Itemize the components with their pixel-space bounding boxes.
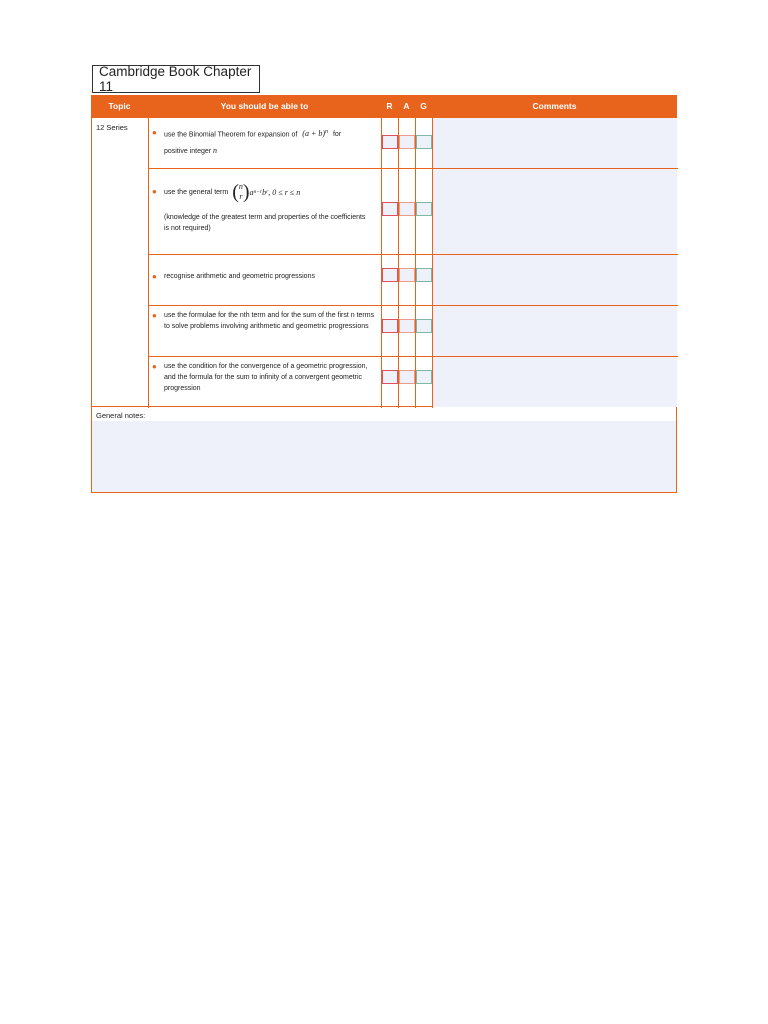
topic-label: 12 Series <box>96 123 128 132</box>
rag-amber-box[interactable] <box>399 135 415 149</box>
header-objectives: You should be able to <box>220 101 309 111</box>
bullet-icon: ● <box>152 272 157 281</box>
comment-cell-1[interactable] <box>433 118 677 168</box>
comment-cell-4[interactable] <box>433 306 677 356</box>
rag-amber-box[interactable] <box>399 319 415 333</box>
page-title: Cambridge Book Chapter 11 <box>92 65 260 93</box>
divider <box>149 305 678 306</box>
table-body <box>91 117 677 407</box>
divider <box>398 118 399 408</box>
bullet-icon: ● <box>152 187 157 196</box>
rag-amber-box[interactable] <box>399 370 415 384</box>
rag-green-box[interactable] <box>416 202 432 216</box>
bullet-icon: ● <box>152 311 157 320</box>
general-notes <box>91 407 677 493</box>
comment-cell-2[interactable] <box>433 169 677 254</box>
comment-cell-5[interactable] <box>433 357 677 407</box>
rag-green-box[interactable] <box>416 135 432 149</box>
header-comments: Comments <box>532 101 577 111</box>
bullet-icon: ● <box>152 362 157 371</box>
comment-cell-3[interactable] <box>433 255 677 305</box>
objective-4: ● use the formulae for the nth term and for the sum of the first n terms to solve problems involving arithmetic and geometric progressions <box>152 311 375 330</box>
header-topic: Topic <box>108 101 131 111</box>
table-header <box>91 95 677 117</box>
objective-1: ● use the Binomial Theorem for expansion of $(a + b)^n$ for positive integer n <box>152 128 342 156</box>
rag-green-box[interactable] <box>416 370 432 384</box>
divider <box>149 356 678 357</box>
rag-amber-box[interactable] <box>399 268 415 282</box>
header-g: G <box>420 101 427 111</box>
rag-green-box[interactable] <box>416 319 432 333</box>
objective-2: ● use the general term ( n r ) a n−r b r , 0 ≤ r ≤ n (knowledge of the greatest term and properties of the coefficients is not required) <box>152 181 366 232</box>
header-r: R <box>386 101 393 111</box>
divider <box>415 118 416 408</box>
rag-amber-box[interactable] <box>399 202 415 216</box>
rag-red-box[interactable] <box>382 268 398 282</box>
objective-5: ● use the condition for the convergence of a geometric progression, and the formula for the sum to infinity of a convergent geometric progression <box>152 362 368 392</box>
divider <box>149 254 678 255</box>
general-notes-area[interactable] <box>92 421 676 492</box>
rag-green-box[interactable] <box>416 268 432 282</box>
rag-red-box[interactable] <box>382 319 398 333</box>
bullet-icon: ● <box>152 128 157 137</box>
rag-red-box[interactable] <box>382 370 398 384</box>
rag-red-box[interactable] <box>382 135 398 149</box>
divider <box>149 168 678 169</box>
divider <box>432 118 433 408</box>
header-a: A <box>403 101 410 111</box>
general-notes-label: General notes: <box>96 411 146 420</box>
binomial-coefficient: ( n r ) <box>232 181 250 203</box>
divider <box>148 118 149 408</box>
rag-red-box[interactable] <box>382 202 398 216</box>
objective-3: ● recognise arithmetic and geometric progressions <box>152 272 315 281</box>
